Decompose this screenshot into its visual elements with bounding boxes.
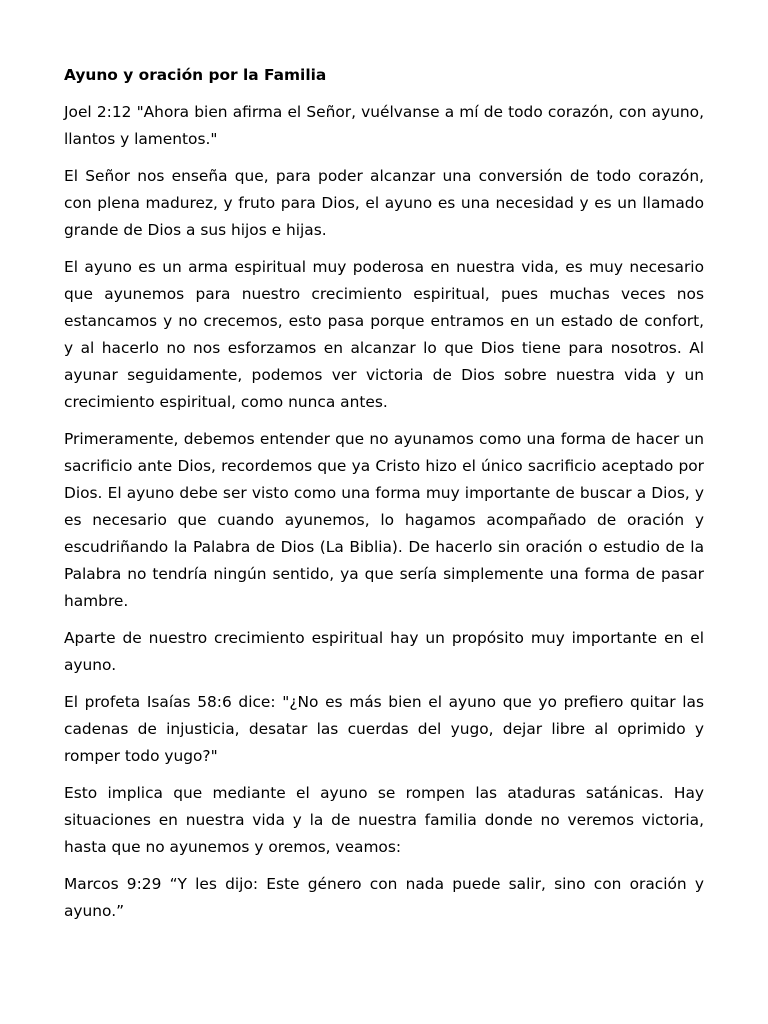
paragraph-not-sacrifice: Primeramente, debemos entender que no ayunamos como una forma de hacer un sacrificio ante Dios, recordemos que ya Cristo hizo el único sacrificio aceptado por Dios. El ayuno debe ser visto como una forma muy importante de buscar a Dios, y es necesario que cuando ayunemos, lo hagamos acompañado de oración y escudriñando la Palabra de Dios (La Biblia). De hacerlo sin oración o estudio de la Palabra no tendría ningún sentido, ya que sería simplemente una forma de pasar hambre. [64, 430, 704, 610]
paragraph-isaias-quote: El profeta Isaías 58:6 dice: "¿No es más bien el ayuno que yo prefiero quitar las cadenas de injusticia, desatar las cuerdas del yugo, dejar libre al oprimido y romper todo yugo?" [64, 693, 704, 765]
paragraph-joel-quote: Joel 2:12 "Ahora bien afirma el Señor, vuélvanse a mí de todo corazón, con ayuno, llantos y lamentos." [64, 103, 704, 148]
paragraph-purpose: Aparte de nuestro crecimiento espiritual hay un propósito muy importante en el ayuno. [64, 629, 704, 674]
paragraph-satanic-bonds: Esto implica que mediante el ayuno se rompen las ataduras satánicas. Hay situaciones en nuestra vida y la de nuestra familia donde no veremos victoria, hasta que no ayunemos y oremos, veamos: [64, 784, 704, 856]
document-title: Ayuno y oración por la Familia [64, 66, 327, 84]
paragraph-marcos-quote: Marcos 9:29 “Y les dijo: Este género con nada puede salir, sino con oración y ayuno.” [64, 875, 704, 920]
paragraph-conversion: El Señor nos enseña que, para poder alcanzar una conversión de todo corazón, con plena madurez, y fruto para Dios, el ayuno es una necesidad y es un llamado grande de Dios a sus hijos e hijas. [64, 167, 704, 239]
paragraph-spiritual-weapon: El ayuno es un arma espiritual muy poderosa en nuestra vida, es muy necesario que ayunemos para nuestro crecimiento espiritual, pues muchas veces nos estancamos y no crecemos, esto pasa porque entramos en un estado de confort, y al hacerlo no nos esforzamos en alcanzar lo que Dios tiene para nosotros. Al ayunar seguidamente, podemos ver victoria de Dios sobre nuestra vida y un crecimiento espiritual, como nunca antes. [64, 258, 704, 411]
document-page [64, 62, 704, 935]
